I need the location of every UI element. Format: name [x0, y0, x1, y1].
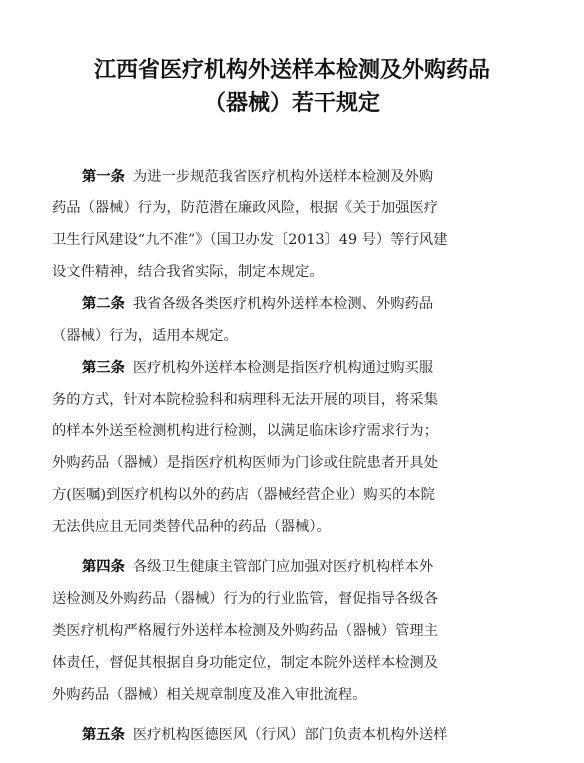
article-3-line: 的样本外送至检测机构进行检测，以满足临床诊疗需求行为； [52, 423, 439, 439]
article-4-line: 类医疗机构严格履行外送样本检测及外购药品（器械）管理主 [52, 623, 439, 639]
article-5-label: 第五条 [82, 727, 125, 743]
article-4-line: 外购药品（器械）相关规章制度及准入审批流程。 [52, 687, 367, 703]
article-5-text: 医疗机构医德医风（行风）部门负责本机构外送样 [132, 727, 448, 743]
article-2-text: 我省各级各类医疗机构外送样本检测、外购药品 [132, 296, 434, 312]
article-1-text: 为进一步规范我省医疗机构外送样本检测及外购 [132, 169, 434, 185]
article-1-line: 卫生行风建设“九不准”》（国卫办发〔2013〕49 号）等行风建 [52, 232, 448, 248]
article-1-label: 第一条 [82, 169, 125, 185]
article-2-first-line [82, 292, 534, 316]
article-4-text: 各级卫生健康主管部门应加强对医疗机构样本外 [132, 559, 434, 575]
document-title-line-2: （器械）若干规定 [203, 90, 380, 116]
article-3-line: 无法供应且无同类替代品种的药品（器械）。 [52, 519, 331, 535]
article-4-first-line [82, 555, 534, 579]
article-3-first-line [82, 356, 534, 380]
article-5-first-line [82, 723, 534, 747]
article-1-first-line [82, 165, 534, 189]
article-4-line: 送检测及外购药品（器械）行为的行业监管，督促指导各级各 [52, 591, 439, 607]
article-2-label: 第二条 [82, 296, 125, 312]
article-3-line: 务的方式，针对本院检验科和病理科无法开展的项目，将采集 [52, 392, 439, 408]
article-3-line: 方(医嘱)到医疗机构以外的药店（器械经营企业）购买的本院 [52, 487, 435, 503]
article-3-line: 外购药品（器械）是指医疗机构医师为门诊或住院患者开具处 [52, 455, 439, 471]
document-title-line-1: 江西省医疗机构外送样本检测及外购药品 [93, 57, 490, 83]
article-3-label: 第三条 [82, 360, 125, 376]
article-1-line: 设文件精神，结合我省实际，制定本规定。 [52, 264, 324, 280]
article-2-line: （器械）行为，适用本规定。 [52, 328, 238, 344]
article-1-line: 药品（器械）行为，防范潜在廉政风险，根据《关于加强医疗 [52, 200, 439, 216]
article-4-label: 第四条 [82, 559, 125, 575]
article-3-text: 医疗机构外送样本检测是指医疗机构通过购买服 [132, 360, 434, 376]
article-4-line: 体责任，督促其根据自身功能定位，制定本院外送样本检测及 [52, 655, 439, 671]
